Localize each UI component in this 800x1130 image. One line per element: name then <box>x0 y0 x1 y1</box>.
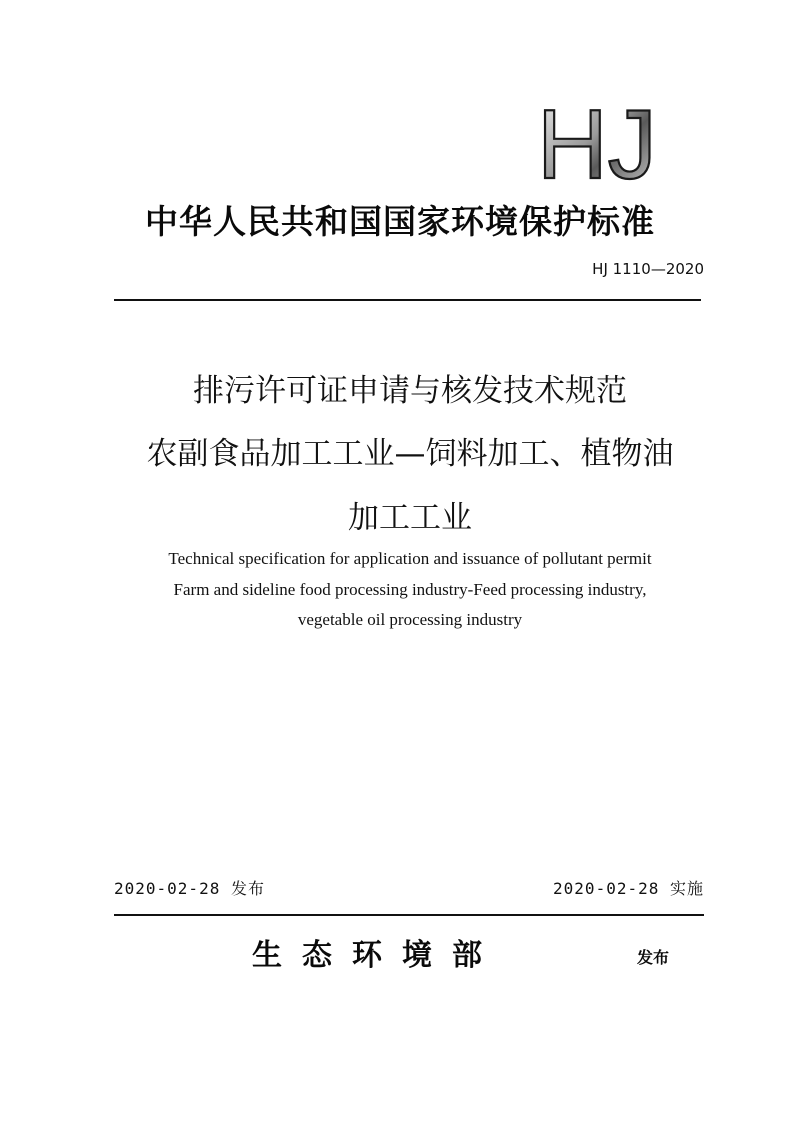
issue-date: 2020-02-28 发布 <box>114 879 265 898</box>
hj-logo-text: HJ <box>537 98 657 186</box>
top-divider <box>114 299 701 301</box>
title-en-line-2: Farm and sideline food processing industry-Feed processing industry, <box>173 580 647 599</box>
title-en-line-3: vegetable oil processing industry <box>297 610 523 629</box>
issue-label: 发布 <box>637 948 670 967</box>
standard-category: 中华人民共和国国家环境保护标准 <box>145 202 655 241</box>
title-zh-line-2: 农副食品加工工业—饲料加工、植物油 <box>146 436 674 472</box>
title-zh-line-3: 加工工业 <box>348 500 472 536</box>
standard-code: HJ 1110—2020 <box>592 260 704 278</box>
bottom-divider <box>114 914 704 916</box>
hj-logo-graphic <box>535 98 685 186</box>
title-zh-line-1: 排污许可证申请与核发技术规范 <box>193 373 627 409</box>
hj-logo <box>535 98 685 186</box>
title-en-line-1: Technical specification for application and issuance of pollutant permit <box>168 549 652 568</box>
implementation-date: 2020-02-28 实施 <box>553 879 704 898</box>
issuing-authority: 生态环境部 <box>252 938 502 973</box>
